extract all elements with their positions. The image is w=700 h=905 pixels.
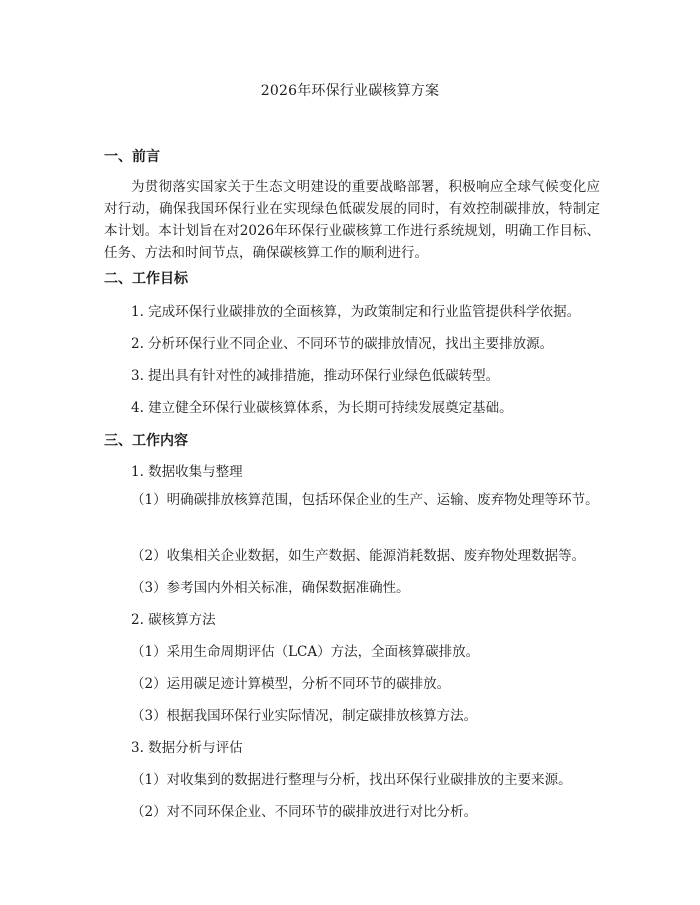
goal-item: 4. 建立健全环保行业碳核算体系，为长期可持续发展奠定基础。 [131, 400, 513, 416]
goal-item: 2. 分析环保行业不同企业、不同环节的碳排放情况，找出主要排放源。 [131, 336, 554, 352]
content-item: （1）对收集到的数据进行整理与分析，找出环保行业碳排放的主要来源。 [131, 772, 572, 788]
subsection-title-analysis: 3. 数据分析与评估 [131, 740, 243, 756]
section-heading-content: 三、工作内容 [104, 433, 188, 449]
preface-paragraph: 为贯彻落实国家关于生态文明建设的重要战略部署，积极响应全球气候变化应对行动，确保我国环保行业在实现绿色低碳发展的同时，有效控制碳排放，特制定本计划。本计划旨在对2026年环保行业碳核算工作进行系统规划，明确工作目标、任务、方法和时间节点，确保碳核算工作的顺利进行。 [104, 179, 600, 261]
goal-item: 1. 完成环保行业碳排放的全面核算，为政策制定和行业监管提供科学依据。 [131, 304, 581, 320]
goal-item: 3. 提出具有针对性的减排措施，推动环保行业绿色低碳转型。 [131, 368, 500, 384]
content-item: （2）收集相关企业数据，如生产数据、能源消耗数据、废弃物处理数据等。 [131, 548, 586, 564]
section-heading-goals: 二、工作目标 [104, 271, 188, 287]
subsection-title-data-collection: 1. 数据收集与整理 [131, 464, 243, 480]
content-item: （1）采用生命周期评估（LCA）方法，全面核算碳排放。 [131, 644, 480, 660]
content-item: （2）对不同环保企业、不同环节的碳排放进行对比分析。 [131, 804, 478, 820]
content-item: （2）运用碳足迹计算模型，分析不同环节的碳排放。 [131, 676, 451, 692]
subsection-title-method: 2. 碳核算方法 [131, 612, 216, 628]
section-heading-preface: 一、前言 [104, 149, 160, 165]
content-item: （3）参考国内外相关标准，确保数据准确性。 [131, 580, 410, 596]
content-item: （1）明确碳排放核算范围，包括环保企业的生产、运输、废弃物处理等环节。 [131, 492, 599, 508]
content-item: （3）根据我国环保行业实际情况，制定碳排放核算方法。 [131, 708, 478, 724]
document-title: 2026年环保行业碳核算方案 [260, 83, 440, 99]
